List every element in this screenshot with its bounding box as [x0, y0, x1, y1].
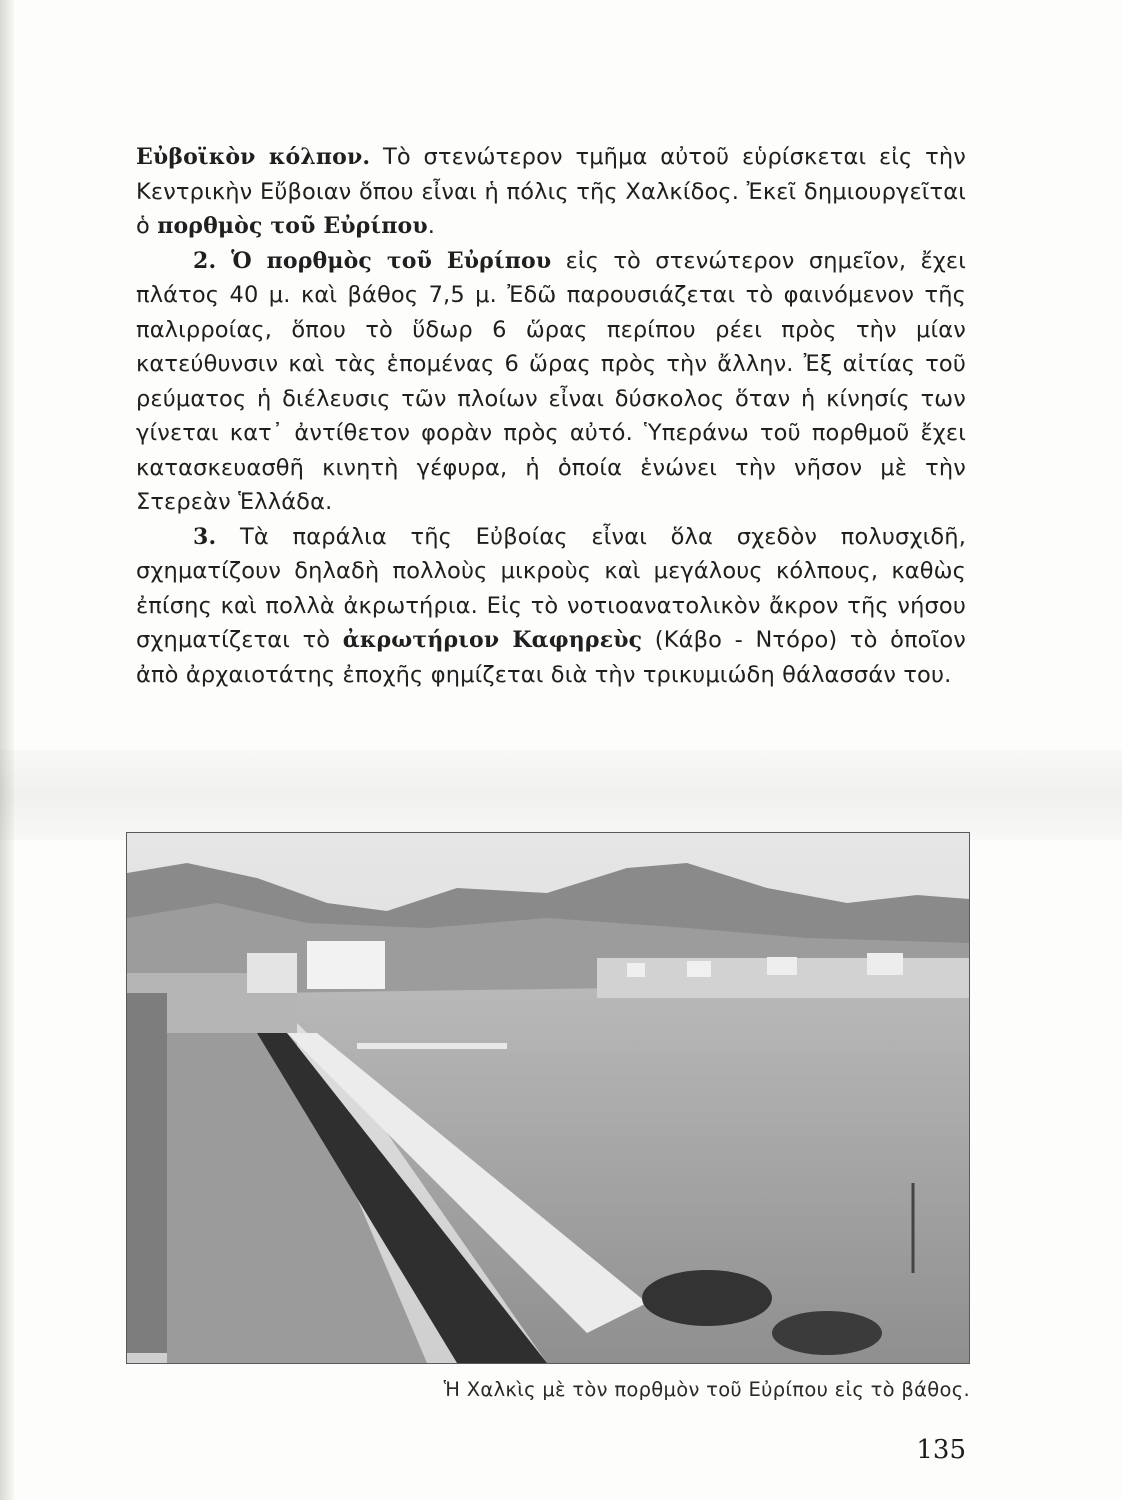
paragraph-1-text-b: . [427, 213, 436, 239]
paragraph-3 [136, 520, 966, 693]
bold-intro: Εὐβοϊκὸν κόλπον. [136, 144, 371, 170]
tree-cluster [772, 1311, 882, 1355]
building [247, 953, 297, 993]
paragraph-2 [136, 244, 966, 520]
photo-caption: Ἡ Χαλκὶς μὲ τὸν πορθμὸν τοῦ Εὐρίπου εἰς τὸ βάθος. [443, 1378, 970, 1401]
photo-illustration [127, 833, 969, 1363]
paragraph-3-number: 3. [193, 523, 217, 550]
bold-term-euripus: πορθμὸς τοῦ Εὐρίπου [157, 213, 428, 239]
near-building-facade [127, 993, 167, 1353]
pier [357, 1043, 507, 1049]
chalkis-photograph [126, 832, 970, 1364]
bold-term-kafireus: ἀκρωτήριον Καφηρεὺς [342, 627, 643, 653]
paragraph-2-text: εἰς τὸ στενώτερον σημεῖον, ἔχει πλάτος 40 μ. καὶ βάθος 7,5 μ. Ἐδῶ παρουσιάζεται τὸ φαινόμενον τῆς παλιρροίας, ὅπου τὸ ὕδωρ 6 ὥρας περίπου ρέει πρὸς τὴν μίαν κατεύθυνσιν καὶ τὰς ἑπομένας 6 ὥρας πρὸς τὴν ἄλλην. Ἐξ αἰτίας τοῦ ρεύματος ἡ διέλευσις τῶν πλοίων εἶναι δύσκολος ὅταν ἡ κίνησίς των γίνεται κατ᾿ ἀντίθετον φορὰν πρὸς αὐτό. Ὑπεράνω τοῦ πορθμοῦ ἔχει κατασκευασθῆ κινητὴ γέφυρα, ἡ ὁποία ἑνώνει τὴν νῆσον μὲ τὴν Στερεὰν Ἑλλάδα. [136, 247, 966, 515]
hotel-building [307, 941, 385, 989]
tree-cluster [642, 1270, 772, 1326]
bleed-through-shadow [0, 750, 1122, 840]
far-building [867, 953, 903, 975]
paragraph-1 [136, 140, 966, 244]
paragraph-1-text-a: Τὸ στενώτερον τμῆμα αὐτοῦ εὑρίσκεται εἰς τὴν Κεντρικὴν Εὔβοιαν ὅπου εἶναι ἡ πόλις τῆς Χαλκίδος. Ἐκεῖ δημιουργεῖται ὁ [136, 144, 966, 239]
paragraph-2-number: 2. [193, 247, 217, 274]
body-text [136, 140, 966, 692]
paragraph-3-text-b: (Κάβο - Ντόρο) τὸ ὁποῖον ἀπὸ ἀρχαιοτάτης ἐποχῆς φημίζεται διὰ τὴν τρικυμιώδη θάλασσάν του. [136, 627, 966, 688]
far-building [627, 963, 645, 977]
paragraph-3-text-a: Τὰ παράλια τῆς Εὐβοίας εἶναι ὅλα σχεδὸν πολυσχιδῆ, σχηματίζουν δηλαδὴ πολλοὺς μικροὺς καὶ μεγάλους κόλπους, καθὼς ἐπίσης καὶ πολλὰ ἀκρωτήρια. Εἰς τὸ νοτιοανατολικὸν ἄκρον τῆς νήσου σχηματίζεται τὸ [136, 523, 966, 653]
far-building [767, 957, 797, 975]
paragraph-2-heading: Ὁ πορθμὸς τοῦ Εὐρίπου [216, 247, 552, 274]
far-building [687, 961, 711, 977]
page-number: 135 [916, 1435, 966, 1465]
